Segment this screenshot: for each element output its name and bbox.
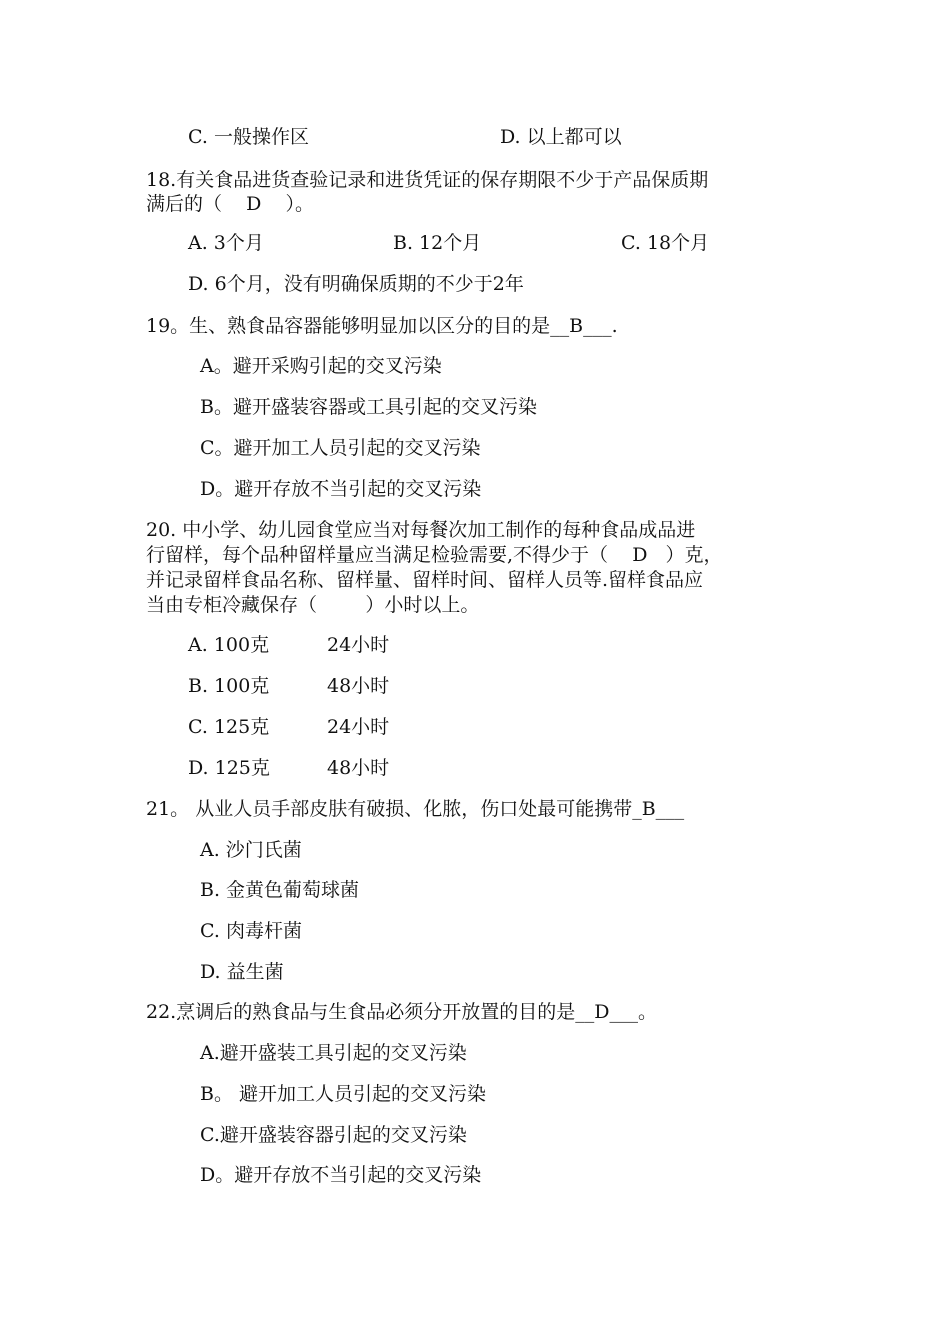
q18-option-d: D. 6个月，没有明确保质期的不少于2年: [188, 273, 524, 295]
q17-option-d: D. 以上都可以: [500, 126, 622, 148]
q18-stem-line2: 满后的（ D ）。: [146, 193, 315, 215]
q18-option-a: A. 3个月: [188, 232, 264, 254]
q19-option-a: A。避开采购引起的交叉污染: [200, 355, 442, 377]
q20-option-b-amount: B. 100克: [188, 675, 270, 697]
q20-stem-line2: 行留样，每个品种留样量应当满足检验需要,不得少于（ D ）克，: [146, 544, 723, 566]
q21-option-d: D. 益生菌: [200, 961, 284, 983]
q20-option-c-amount: C. 125克: [188, 716, 270, 738]
q20-option-c-hours: 24小时: [327, 716, 390, 738]
q18-option-c: C. 18个月: [621, 232, 710, 254]
q19-option-c: C。避开加工人员引起的交叉污染: [200, 437, 481, 459]
q19-option-b: B。避开盛装容器或工具引起的交叉污染: [200, 396, 537, 418]
q20-option-a-hours: 24小时: [327, 634, 390, 656]
q21-stem: 21。 从业人员手部皮肤有破损、化脓，伤口处最可能携带_B___: [146, 798, 685, 820]
q19-option-d: D。避开存放不当引起的交叉污染: [200, 478, 482, 500]
q21-option-b: B. 金黄色葡萄球菌: [200, 879, 360, 901]
q22-option-b: B。 避开加工人员引起的交叉污染: [200, 1083, 487, 1105]
q20-option-d-amount: D. 125克: [188, 757, 270, 779]
q20-option-a-amount: A. 100克: [188, 634, 270, 656]
q22-option-d: D。避开存放不当引起的交叉污染: [200, 1164, 482, 1186]
q19-stem: 19。生、熟食品容器能够明显加以区分的目的是__B___.: [146, 315, 618, 337]
q20-stem-line1: 20. 中小学、幼儿园食堂应当对每餐次加工制作的每种食品成品进: [146, 519, 696, 541]
q18-stem-line1: 18.有关食品进货查验记录和进货凭证的保存期限不少于产品保质期: [146, 169, 709, 191]
q21-option-a: A. 沙门氏菌: [200, 839, 302, 861]
q20-option-b-hours: 48小时: [327, 675, 390, 697]
q20-stem-line3: 并记录留样食品名称、留样量、留样时间、留样人员等.留样食品应: [146, 569, 704, 591]
q20-stem-line4: 当由专柜冷藏保存（ ）小时以上。: [146, 594, 480, 616]
q17-option-c: C. 一般操作区: [188, 126, 309, 148]
q20-option-d-hours: 48小时: [327, 757, 390, 779]
q22-stem: 22.烹调后的熟食品与生食品必须分开放置的目的是__D___。: [146, 1001, 657, 1023]
q21-option-c: C. 肉毒杆菌: [200, 920, 302, 942]
q22-option-c: C.避开盛装容器引起的交叉污染: [200, 1124, 467, 1146]
q18-option-b: B. 12个月: [393, 232, 482, 254]
q22-option-a: A.避开盛装工具引起的交叉污染: [200, 1042, 467, 1064]
